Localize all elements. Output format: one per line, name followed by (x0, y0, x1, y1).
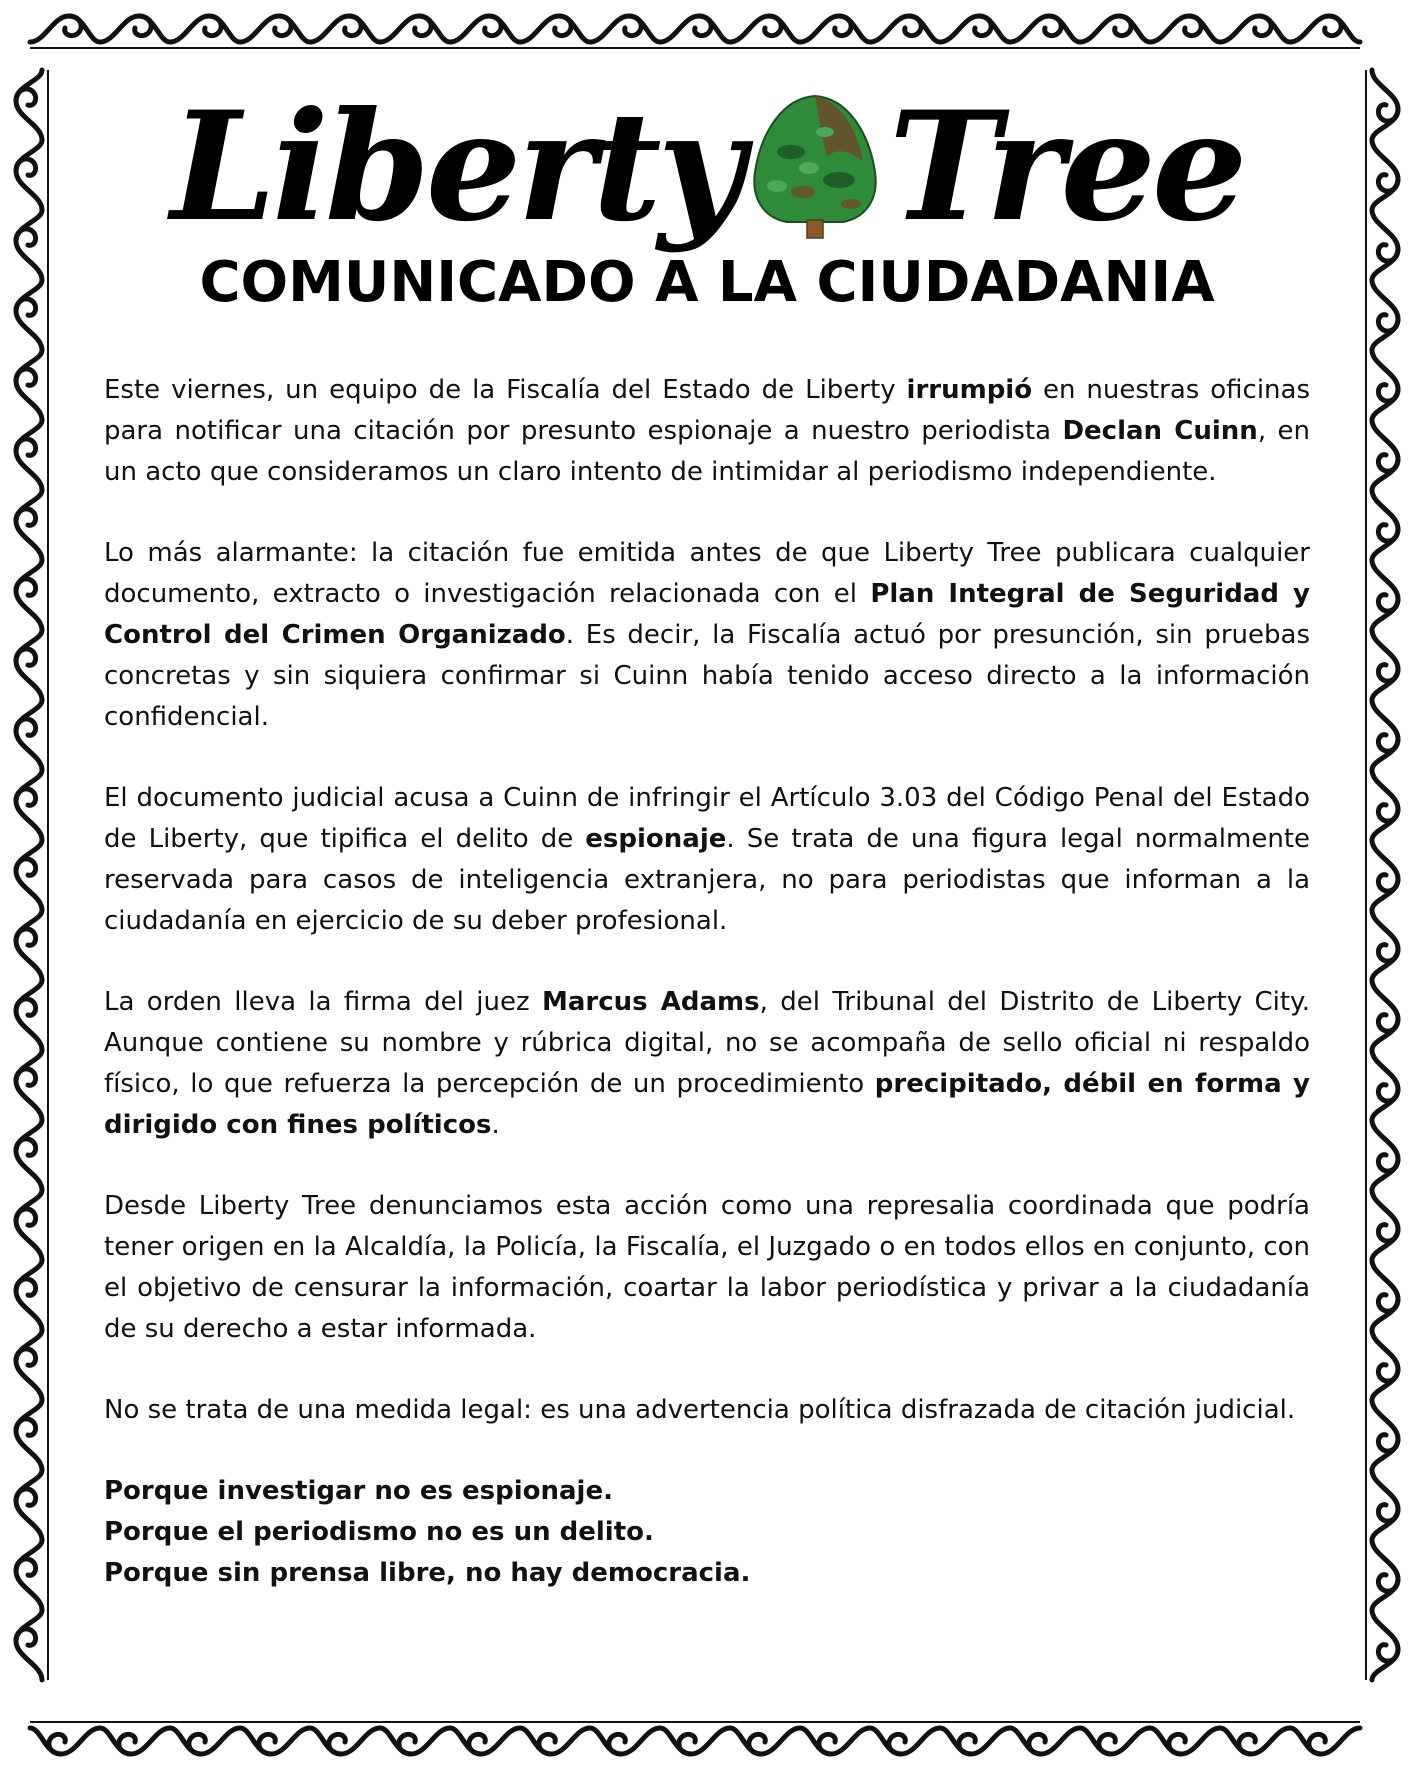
border-wave-unit (730, 1722, 800, 1754)
border-wave-unit (1366, 560, 1398, 630)
border-wave-unit (16, 1540, 48, 1610)
border-wave-unit (1220, 16, 1290, 48)
brand-word-liberty: Liberty (170, 79, 741, 255)
border-wave-unit (1366, 1540, 1398, 1610)
paragraph-1-text-a: Este viernes, un equipo de la Fiscalía del Estado de Liberty (104, 375, 907, 405)
paragraph-2-text-a: Lo más alarmante: la citación fue emitida antes de que Liberty Tree publicara cualquier documento, extracto o investigación relacionada con el (104, 538, 1310, 609)
paragraph-2 (104, 533, 1310, 738)
border-wave-unit (800, 1722, 870, 1754)
page-title: COMUNICADO A LA CIUDADANIA (199, 250, 1215, 315)
paragraph-1 (104, 370, 1310, 493)
paragraph-4 (104, 982, 1310, 1146)
border-wave-unit (310, 1722, 380, 1754)
border-wave-unit (660, 16, 730, 48)
border-wave-unit (1366, 1610, 1398, 1680)
paragraph-5 (104, 1186, 1310, 1350)
paragraph-6 (104, 1390, 1310, 1431)
border-wave-unit (1366, 630, 1398, 700)
tree-icon (747, 92, 883, 242)
paragraph-5-text: Desde Liberty Tree denunciamos esta acción como una represalia coordinada que podría tener origen en la Alcaldía, la Policía, la Fiscalía, el Juzgado o en todos ellos en conjunto, con el objetivo de censurar la información, coartar la labor periodística y privar a la ciudadanía de su derecho a estar informada. (104, 1191, 1310, 1344)
border-wave-unit (16, 980, 48, 1050)
border-wave-unit (1366, 1260, 1398, 1330)
border-wave-unit (240, 16, 310, 48)
article-body (104, 370, 1310, 1594)
border-wave-unit (100, 16, 170, 48)
border-wave-unit (520, 16, 590, 48)
border-wave-unit (1366, 420, 1398, 490)
paragraph-3 (104, 778, 1310, 942)
paragraph-4-text-c: . (491, 1110, 500, 1140)
border-wave-unit (1366, 1120, 1398, 1190)
border-wave-unit (16, 630, 48, 700)
border-wave-unit (16, 350, 48, 420)
closing-line-1: Porque investigar no es espionaje. (104, 1476, 613, 1506)
paragraph-1-bold-b: Declan Cuinn (1062, 416, 1258, 446)
border-wave-unit (16, 1470, 48, 1540)
border-wave-unit (940, 1722, 1010, 1754)
border-wave-unit (16, 910, 48, 980)
border-wave-unit (16, 1330, 48, 1400)
paragraph-3-text-a: El documento judicial acusa a Cuinn de infringir el Artículo 3.03 del Código Penal del Estado de Liberty, que tipifica el delito de (104, 783, 1310, 854)
border-wave-unit (1366, 1050, 1398, 1120)
border-wave-unit (16, 490, 48, 560)
closing-line-3: Porque sin prensa libre, no hay democracia. (104, 1558, 751, 1588)
border-wave-unit (1366, 980, 1398, 1050)
paragraph-4-bold-b: precipitado, débil en forma y dirigido con fines políticos (104, 1069, 1310, 1140)
border-wave-unit (310, 16, 380, 48)
border-wave-unit (16, 770, 48, 840)
border-wave-unit (1150, 16, 1220, 48)
border-wave-unit (16, 1120, 48, 1190)
border-wave-unit (16, 700, 48, 770)
border-wave-unit (1366, 840, 1398, 910)
paragraph-4-text-b: , del Tribunal del Distrito de Liberty City. Aunque contiene su nombre y rúbrica digital, no se acompaña de sello oficial ni respaldo físico, lo que refuerza la percepción de un procedimiento (104, 987, 1310, 1099)
closing-line-2: Porque el periodismo no es un delito. (104, 1517, 654, 1547)
border-wave-unit (16, 1190, 48, 1260)
border-wave-unit (1010, 16, 1080, 48)
border-wave-unit (16, 1610, 48, 1680)
border-wave-unit (30, 1722, 100, 1754)
border-wave-unit (590, 16, 660, 48)
border-wave-unit (1366, 910, 1398, 980)
border-wave-unit (1366, 350, 1398, 420)
brand-word-tree: Tree (888, 79, 1244, 255)
paragraph-4-text-a: La orden lleva la firma del juez (104, 987, 542, 1017)
border-wave-unit (1366, 1400, 1398, 1470)
paragraph-1-text-b: en nuestras oficinas para notificar una citación por presunto espionaje a nuestro periodista (104, 375, 1310, 446)
paragraph-3-text-b: . Se trata de una figura legal normalmente reservada para casos de inteligencia extranjera, no para periodistas que informan a la ciudadanía en ejercicio de su deber profesional. (104, 824, 1311, 936)
border-wave-unit (1366, 490, 1398, 560)
paragraph-6-text: No se trata de una medida legal: es una advertencia política disfrazada de citación judicial. (104, 1395, 1296, 1425)
paragraph-1-bold-a: irrumpió (906, 375, 1033, 405)
border-wave-unit (730, 16, 800, 48)
border-wave-unit (1290, 1722, 1360, 1754)
border-wave-unit (520, 1722, 590, 1754)
closing-statements (104, 1471, 1310, 1594)
border-wave-unit (1150, 1722, 1220, 1754)
border-wave-unit (16, 840, 48, 910)
border-wave-unit (380, 16, 450, 48)
border-wave-unit (940, 16, 1010, 48)
border-wave-unit (1290, 16, 1360, 48)
border-wave-unit (450, 1722, 520, 1754)
border-wave-unit (1366, 1190, 1398, 1260)
border-wave-unit (870, 16, 940, 48)
border-wave-unit (170, 16, 240, 48)
border-wave-unit (100, 1722, 170, 1754)
border-wave-unit (870, 1722, 940, 1754)
masthead-logo (0, 79, 1414, 255)
paragraph-2-bold-a: Plan Integral de Seguridad y Control del Crimen Organizado (104, 579, 1311, 650)
border-wave-unit (1080, 1722, 1150, 1754)
border-wave-unit (1366, 1330, 1398, 1400)
paragraph-1-text-c: , en un acto que consideramos un claro intento de intimidar al periodismo independiente. (104, 416, 1310, 487)
border-wave-unit (30, 16, 100, 48)
border-wave-unit (170, 1722, 240, 1754)
border-wave-unit (16, 1400, 48, 1470)
border-wave-unit (1220, 1722, 1290, 1754)
border-wave-unit (240, 1722, 310, 1754)
border-wave-unit (590, 1722, 660, 1754)
border-wave-unit (380, 1722, 450, 1754)
paragraph-4-bold-a: Marcus Adams (541, 987, 760, 1017)
border-wave-unit (1366, 770, 1398, 840)
border-wave-unit (1366, 1470, 1398, 1540)
border-wave-unit (1080, 16, 1150, 48)
border-wave-unit (800, 16, 870, 48)
border-wave-unit (16, 560, 48, 630)
border-wave-unit (16, 1050, 48, 1120)
border-wave-unit (1010, 1722, 1080, 1754)
border-wave-unit (1366, 700, 1398, 770)
border-wave-unit (16, 420, 48, 490)
paragraph-3-bold-a: espionaje (585, 824, 727, 854)
border-wave-unit (16, 1260, 48, 1330)
border-wave-unit (450, 16, 520, 48)
paragraph-2-text-b: . Es decir, la Fiscalía actuó por presunción, sin pruebas concretas y sin siquiera confirmar si Cuinn había tenido acceso directo a la información confidencial. (104, 620, 1310, 732)
border-wave-unit (660, 1722, 730, 1754)
